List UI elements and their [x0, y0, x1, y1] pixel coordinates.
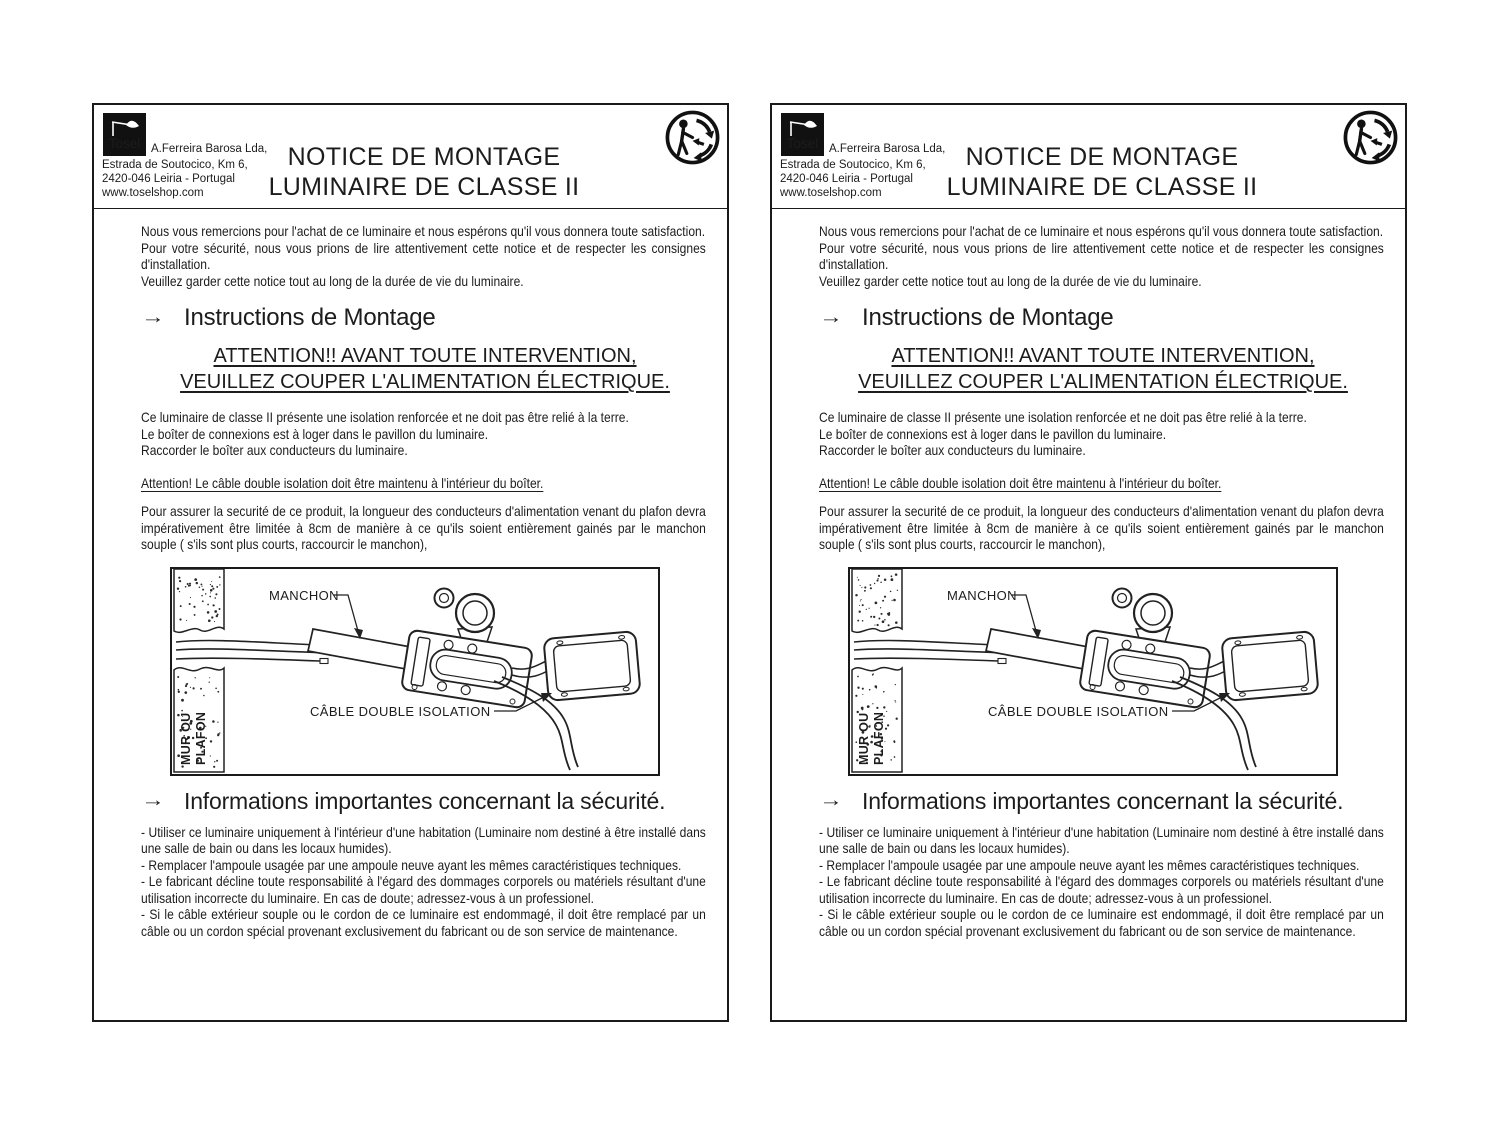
class2-line: Raccorder le boîter aux conducteurs du luminaire.: [141, 442, 408, 458]
sleeve-note-block: [141, 503, 706, 553]
class2-line: Ce luminaire de classe II présente une isolation renforcée et ne doit pas être relié à la terre.: [819, 409, 1307, 425]
class2-paragraph: [819, 409, 1384, 459]
triman-recycling-icon: [664, 109, 721, 166]
document-title: [234, 142, 614, 202]
intro-paragraph: Nous vous remercions pour l'achat de ce luminaire et nous espérons qu'il vous donnera toute satisfaction.: [141, 223, 706, 239]
company-address-line: Estrada de Soutocico, Km 6,: [780, 159, 926, 171]
section-montage-heading: [141, 303, 709, 333]
svg-text:MUR OU PLAFON: [179, 708, 208, 764]
cable-note: Attention! Le câble double isolation doit être maintenu à l'intérieur du boîter.: [141, 474, 544, 491]
wall-label-line2: PLAFON: [872, 711, 886, 765]
document-title-line1: NOTICE DE MONTAGE: [965, 143, 1239, 171]
section-securite-heading: [819, 786, 1387, 816]
hanging-ring-hole: [463, 601, 487, 625]
company-website: www.toselshop.com: [102, 187, 204, 199]
intro-paragraph: Veuillez garder cette notice tout au long de la durée de vie du luminaire.: [819, 272, 1202, 289]
sheet-body: [772, 223, 1405, 939]
company-address-line: Estrada de Soutocico, Km 6,: [102, 159, 248, 171]
safety-list: [141, 824, 706, 940]
safety-list: [819, 824, 1384, 940]
class2-line: Le boîter de connexions est à loger dans le pavillon du luminaire.: [819, 425, 1167, 442]
safety-item: - Remplacer l'ampoule usagée par une ampoule neuve ayant les mêmes caractéristiques techniques.: [141, 856, 682, 873]
arrow-icon: →: [141, 789, 165, 811]
company-address: [780, 158, 926, 200]
supply-wire: [854, 640, 998, 645]
cover-box: [1221, 631, 1318, 701]
power-warning-line1: ATTENTION!! AVANT TOUTE INTERVENTION,: [213, 345, 637, 367]
document-title-line2: LUMINAIRE DE CLASSE II: [946, 173, 1258, 201]
document-title-line2: LUMINAIRE DE CLASSE II: [268, 173, 580, 201]
lamp-icon: [103, 113, 146, 156]
sheet-header: [772, 105, 1405, 209]
intro-paragraphs: [141, 223, 706, 289]
safety-item: - Utiliser ce luminaire uniquement à l'intérieur d'une habitation (Luminaire nom destiné à être installé dans une salle de bain ou dans les locaux humides).: [141, 823, 706, 856]
triman-recycling-icon: [1342, 109, 1399, 166]
wall-upper: [174, 569, 224, 632]
document-title-line1: NOTICE DE MONTAGE: [287, 143, 561, 171]
sleeve-note-block: [819, 503, 1384, 553]
safety-item: - Si le câble extérieur souple ou le cordon de ce luminaire est endommagé, il doit être remplacé par un câble ou un cordon spécial provenant exclusivement du fabricant ou de son service de maintenance.: [819, 906, 1384, 939]
section-montage-title: Instructions de Montage: [862, 304, 1114, 331]
small-ring-hole: [1118, 593, 1127, 602]
safety-item: - Remplacer l'ampoule usagée par une ampoule neuve ayant les mêmes caractéristiques techniques.: [819, 856, 1360, 873]
intro-paragraph: Veuillez garder cette notice tout au long de la durée de vie du luminaire.: [141, 272, 524, 289]
power-warning: [819, 343, 1387, 395]
supply-wire: [176, 648, 330, 652]
cable-label: CÂBLE DOUBLE ISOLATION: [310, 703, 491, 719]
section-securite-heading: [141, 786, 709, 816]
wire-end: [998, 658, 1006, 663]
supply-wire: [854, 658, 998, 661]
wire-end: [320, 658, 328, 663]
company-address: [102, 158, 248, 200]
wall-label-line1: MUR OU: [179, 712, 193, 765]
small-ring-hole: [440, 593, 449, 602]
arrow-icon: →: [819, 307, 843, 328]
intro-paragraph: Pour votre sécurité, nous vous prions de lire attentivement cette notice et de respecter les consignes d'installation.: [141, 239, 706, 272]
class2-paragraph: [141, 409, 706, 459]
class2-line: Ce luminaire de classe II présente une isolation renforcée et ne doit pas être relié à la terre.: [141, 409, 629, 425]
supply-wire: [176, 640, 320, 645]
safety-item: - Utiliser ce luminaire uniquement à l'intérieur d'une habitation (Luminaire nom destiné à être installé dans une salle de bain ou dans les locaux humides).: [819, 823, 1384, 856]
installation-diagram-drawing: [172, 569, 658, 774]
cable-note-block: [141, 475, 706, 492]
lamp-icon: [781, 113, 824, 156]
sleeve-note: Pour assurer la securité de ce produit, la longueur des conducteurs d'alimentation venant du plafon devra impérativement être limitée à 8cm de manière à ce qu'ils soient entièrement gainés par le manchon souple ( s'ils sont plus courts, raccourcir le manchon),: [141, 503, 706, 552]
notice-sheet-left: [92, 103, 729, 1022]
section-securite-title: Informations importantes concernant la sécurité.: [862, 787, 1344, 814]
svg-text:Tosel: Tosel: [786, 136, 819, 151]
class2-line: Raccorder le boîter aux conducteurs du luminaire.: [819, 442, 1086, 458]
wall-label: [857, 708, 886, 764]
company-address-line: 2420-046 Leiria - Portugal: [780, 173, 913, 185]
hanging-ring-hole: [1141, 601, 1165, 625]
cable-note-block: [819, 475, 1384, 492]
installation-diagram-drawing: [850, 569, 1336, 774]
safety-item: - Si le câble extérieur souple ou le cordon de ce luminaire est endommagé, il doit être remplacé par un câble ou un cordon spécial provenant exclusivement du fabricant ou de son service de maintenance.: [141, 906, 706, 939]
intro-paragraphs: [819, 223, 1384, 289]
notice-sheet-right: [770, 103, 1407, 1022]
cable-label: CÂBLE DOUBLE ISOLATION: [988, 703, 1169, 719]
sleeve-note: Pour assurer la securité de ce produit, la longueur des conducteurs d'alimentation venant du plafon devra impérativement être limitée à 8cm de manière à ce qu'ils soient entièrement gainés par le manchon souple ( s'ils sont plus courts, raccourcir le manchon),: [819, 503, 1384, 552]
power-warning-line2: VEUILLEZ COUPER L'ALIMENTATION ÉLECTRIQUE.: [180, 371, 670, 393]
company-website: www.toselshop.com: [780, 187, 882, 199]
section-montage-heading: [819, 303, 1387, 333]
intro-paragraph: Nous vous remercions pour l'achat de ce luminaire et nous espérons qu'il vous donnera toute satisfaction.: [819, 223, 1384, 239]
power-warning-line2: VEUILLEZ COUPER L'ALIMENTATION ÉLECTRIQUE.: [858, 371, 1348, 393]
power-warning-line1: ATTENTION!! AVANT TOUTE INTERVENTION,: [891, 345, 1315, 367]
safety-item: - Le fabricant décline toute responsabilité à l'égard des dommages corporels ou matériels résultant d'une utilisation incorrecte du luminaire. En cas de doute; adressez-vous à un professionel.: [141, 873, 706, 906]
installation-diagram: [848, 567, 1338, 776]
power-warning: [141, 343, 709, 395]
installation-diagram: [170, 567, 660, 776]
sheet-header: [94, 105, 727, 209]
company-name: A.Ferreira Barosa Lda,: [829, 143, 946, 155]
wall-label-line1: MUR OU: [857, 712, 871, 765]
tosel-logo: [103, 113, 146, 156]
manchon-label: MANCHON: [947, 587, 1017, 603]
supply-wire: [854, 648, 1008, 652]
company-address-line: 2420-046 Leiria - Portugal: [102, 173, 235, 185]
class2-line: Le boîter de connexions est à loger dans le pavillon du luminaire.: [141, 425, 489, 442]
section-securite-title: Informations importantes concernant la sécurité.: [184, 787, 666, 814]
company-name: A.Ferreira Barosa Lda,: [151, 143, 268, 155]
document-title: [912, 142, 1292, 202]
safety-item: - Le fabricant décline toute responsabilité à l'égard des dommages corporels ou matériels résultant d'une utilisation incorrecte du luminaire. En cas de doute; adressez-vous à un professionel.: [819, 873, 1384, 906]
arrow-icon: →: [141, 307, 165, 328]
svg-text:MUR OU PLAFON: [857, 708, 886, 764]
supply-wire: [176, 658, 320, 661]
manchon-label: MANCHON: [269, 587, 339, 603]
wall-label: [179, 708, 208, 764]
tosel-logo: [781, 113, 824, 156]
svg-text:Tosel: Tosel: [108, 136, 141, 151]
arrow-icon: →: [819, 789, 843, 811]
intro-paragraph: Pour votre sécurité, nous vous prions de lire attentivement cette notice et de respecter les consignes d'installation.: [819, 239, 1384, 272]
section-montage-title: Instructions de Montage: [184, 304, 436, 331]
cable-note: Attention! Le câble double isolation doit être maintenu à l'intérieur du boîter.: [819, 474, 1222, 491]
cover-box: [543, 631, 640, 701]
wall-label-line2: PLAFON: [194, 711, 208, 765]
sheet-body: [94, 223, 727, 939]
